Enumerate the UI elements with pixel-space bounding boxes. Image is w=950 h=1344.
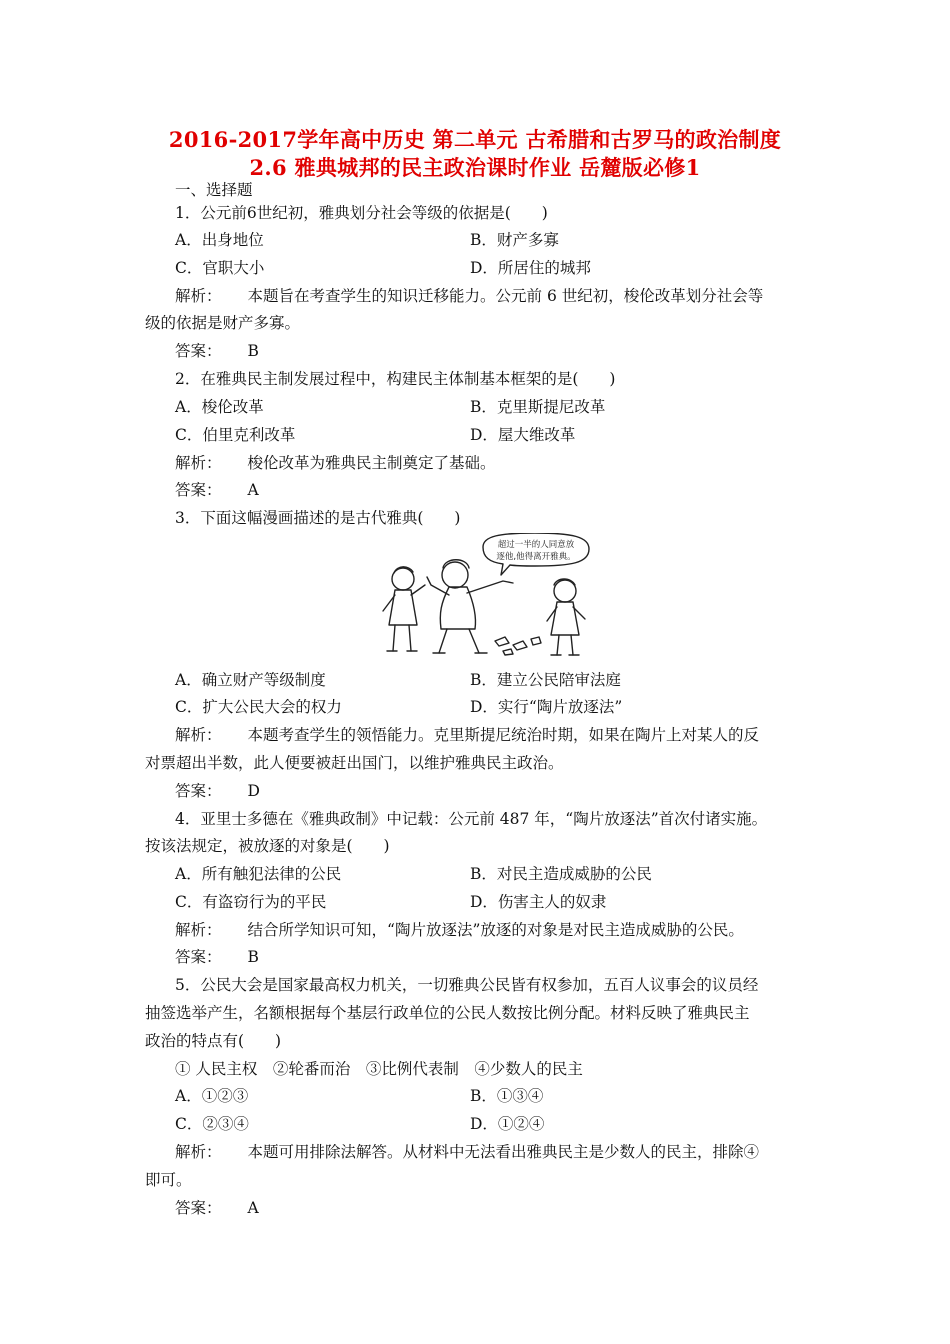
answer-label: 答案： bbox=[175, 948, 222, 966]
answer-value: B bbox=[247, 342, 259, 360]
q4-stem-cont: 按该法规定，被放逐的对象是( ) bbox=[145, 837, 390, 855]
q2-stem: 2．在雅典民主制发展过程中，构建民主体制基本框架的是( ) bbox=[175, 370, 616, 388]
answer-label: 答案： bbox=[175, 782, 222, 800]
q5-option-b: B．①③④ bbox=[470, 1087, 544, 1105]
q1-option-c: C．官职大小 bbox=[175, 259, 265, 277]
q4-option-d: D．伤害主人的奴隶 bbox=[470, 893, 607, 911]
q1-answer bbox=[175, 341, 259, 361]
analysis-label: 解析： bbox=[175, 1143, 222, 1161]
analysis-text: 本题旨在考查学生的知识迁移能力。公元前 6 世纪初，梭伦改革划分社会等 bbox=[247, 287, 764, 305]
q4-option-b: B．对民主造成威胁的公民 bbox=[470, 865, 652, 883]
answer-label: 答案： bbox=[175, 1199, 222, 1217]
q5-stem-cont-2: 政治的特点有( ) bbox=[145, 1032, 282, 1050]
q5-answer bbox=[175, 1198, 259, 1218]
q4-answer bbox=[175, 947, 259, 967]
q3-option-d: D．实行“陶片放逐法” bbox=[470, 698, 623, 716]
q1-analysis bbox=[175, 286, 763, 306]
analysis-label: 解析： bbox=[175, 921, 222, 939]
section-heading: 一、选择题 bbox=[175, 181, 253, 199]
q5-stem: 5．公民大会是国家最高权力机关，一切雅典公民皆有权参加，五百人议事会的议员经 bbox=[175, 976, 759, 994]
answer-value: A bbox=[247, 1199, 259, 1217]
q5-option-d: D．①②④ bbox=[470, 1115, 545, 1133]
q2-option-c: C．伯里克利改革 bbox=[175, 426, 296, 444]
q2-option-b: B．克里斯提尼改革 bbox=[470, 398, 606, 416]
q5-items: ① 人民主权 ②轮番而治 ③比例代表制 ④少数人的民主 bbox=[175, 1060, 583, 1078]
q4-option-c: C．有盗窃行为的平民 bbox=[175, 893, 327, 911]
q1-option-a: A．出身地位 bbox=[175, 231, 264, 249]
q2-option-d: D．屋大维改革 bbox=[470, 426, 576, 444]
doc-title-line-2: 2.6 雅典城邦的民主政治课时作业 岳麓版必修1 bbox=[249, 155, 701, 180]
answer-value: A bbox=[247, 481, 259, 499]
answer-label: 答案： bbox=[175, 342, 222, 360]
ostracism-cartoon bbox=[375, 533, 605, 661]
answer-value: D bbox=[247, 782, 260, 800]
q1-option-b: B．财产多寡 bbox=[470, 231, 559, 249]
q5-option-c: C．②③④ bbox=[175, 1115, 249, 1133]
cartoon-bubble-line-1: 超过一半的人同意放 bbox=[497, 540, 575, 550]
q3-analysis-cont: 对票超出半数，此人便要被赶出国门，以维护雅典民主政治。 bbox=[145, 754, 564, 772]
analysis-label: 解析： bbox=[175, 287, 222, 305]
answer-label: 答案： bbox=[175, 481, 222, 499]
q4-analysis bbox=[175, 920, 744, 940]
q5-analysis-cont: 即可。 bbox=[145, 1171, 192, 1189]
q1-option-d: D．所居住的城邦 bbox=[470, 259, 591, 277]
q3-analysis bbox=[175, 725, 759, 745]
doc-title-line-1: 2016-2017学年高中历史 第二单元 古希腊和古罗马的政治制度 bbox=[168, 127, 782, 152]
analysis-label: 解析： bbox=[175, 454, 222, 472]
q3-option-c: C．扩大公民大会的权力 bbox=[175, 698, 342, 716]
q3-option-a: A．确立财产等级制度 bbox=[175, 671, 326, 689]
q2-analysis bbox=[175, 453, 496, 473]
analysis-text: 本题可用排除法解答。从材料中无法看出雅典民主是少数人的民主，排除④ bbox=[247, 1143, 760, 1161]
q1-analysis-cont: 级的依据是财产多寡。 bbox=[145, 314, 301, 332]
q2-answer bbox=[175, 480, 259, 500]
q3-stem: 3．下面这幅漫画描述的是古代雅典( ) bbox=[175, 509, 461, 527]
analysis-label: 解析： bbox=[175, 726, 222, 744]
q5-option-a: A．①②③ bbox=[175, 1087, 249, 1105]
q2-option-a: A．梭伦改革 bbox=[175, 398, 264, 416]
q5-analysis bbox=[175, 1142, 759, 1162]
analysis-text: 梭伦改革为雅典民主制奠定了基础。 bbox=[247, 454, 496, 472]
q5-stem-cont-1: 抽签选举产生，名额根据每个基层行政单位的公民人数按比例分配。材料反映了雅典民主 bbox=[145, 1004, 750, 1022]
cartoon-bubble-line-2: 逐他,他得离开雅典。 bbox=[496, 552, 576, 562]
q4-stem: 4．亚里士多德在《雅典政制》中记载：公元前 487 年，“陶片放逐法”首次付诸实施。 bbox=[175, 810, 768, 828]
analysis-text: 结合所学知识可知，“陶片放逐法”放逐的对象是对民主造成威胁的公民。 bbox=[247, 921, 744, 939]
answer-value: B bbox=[247, 948, 259, 966]
q3-answer bbox=[175, 781, 260, 801]
q1-stem: 1．公元前6世纪初，雅典划分社会等级的依据是( ) bbox=[175, 204, 548, 222]
analysis-text: 本题考查学生的领悟能力。克里斯提尼统治时期，如果在陶片上对某人的反 bbox=[247, 726, 760, 744]
q4-option-a: A．所有触犯法律的公民 bbox=[175, 865, 342, 883]
q3-option-b: B．建立公民陪审法庭 bbox=[470, 671, 621, 689]
